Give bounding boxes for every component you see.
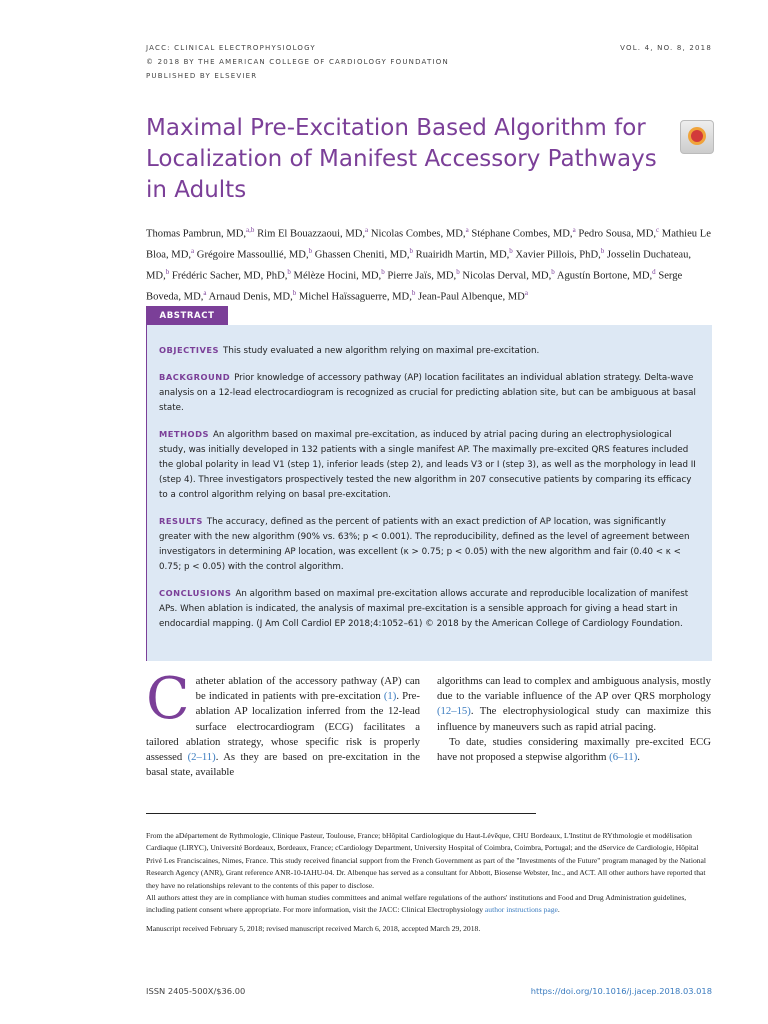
affiliation-mark: b: [287, 268, 291, 277]
affiliation-mark: b: [600, 247, 605, 256]
compliance-footnote: [146, 892, 712, 917]
abstract-section-text: Prior knowledge of accessory pathway (AP) location facilitates an individual ablation strategy. Delta-wave analysis on a 12-lead electrocardiogram is recognized as crucial for predicting ablation site, but can be ambiguous at basal state.: [159, 373, 696, 413]
affiliation-mark: b: [509, 247, 513, 256]
abstract-section: [159, 343, 698, 359]
abstract-section: [159, 586, 698, 632]
author-name: Ghassen Cheniti, MD,: [314, 249, 410, 261]
affiliation-mark: b: [308, 247, 313, 256]
author-name: Jean-Paul Albenque, MD: [418, 291, 525, 303]
body-text: algorithms can lead to complex and ambiguous analysis, mostly due to the variable influence of the AP over QRS morphology: [437, 675, 711, 703]
issn: ISSN 2405-500X/$36.00: [146, 986, 246, 996]
affiliation-mark: a: [572, 226, 576, 234]
abstract-section: [159, 514, 698, 575]
reference-link[interactable]: (2–11): [187, 751, 216, 764]
affiliation-mark: b: [409, 247, 414, 256]
article-title: Maximal Pre-Excitation Based Algorithm for Localization of Manifest Accessory Pathways in Adults: [146, 115, 657, 203]
footnote-divider: [146, 813, 536, 814]
copyright-line: © 2018 BY THE AMERICAN COLLEGE OF CARDIOLOGY FOUNDATION: [146, 58, 449, 66]
body-text: .: [637, 751, 640, 764]
reference-link[interactable]: (6–11): [609, 751, 638, 764]
volume-info: VOL. 4, NO. 8, 2018: [620, 44, 712, 52]
publisher-line: PUBLISHED BY ELSEVIER: [146, 72, 258, 80]
body-text: atheter ablation of the accessory pathway (AP) can be indicated in patients with pre-excitation: [195, 675, 420, 703]
author-name: Arnaud Denis, MD,: [208, 291, 293, 303]
body-text: . Pre-ablation AP localization inferred from the 12-lead surface electrocardiogram (ECG) facilitates a tailored ablation strategy, whose specific risk is properly assessed: [146, 690, 420, 764]
author-name: Mathieu Le Bloa, MD,: [146, 228, 711, 261]
affiliation-mark: b: [551, 268, 555, 277]
affiliations-footnote: From the aDépartement de Rythmologie, Clinique Pasteur, Toulouse, France; bHôpital Cardiologique du Haut-Lévêque, CHU Bordeaux, L'Institut de RYthmologie et modélisation Cardiaque (LIRYC), Université Bordeaux, Bordeaux, France; cCardiology Department, University Hospital of Coimbra, Coimbra, Portugal; and the dService de Cardiologie, Hôpital Privé Les Franciscaines, Nimes, France. This study received financial support from the French Government as part of the "Investments of the Future" program managed by the National Research Agency (ANR), Grant reference ANR-10-IAHU-04. Dr. Albenque has served as a consultant for Abbott, Biosense Webster, Inc., and ACT. All other authors have reported that they have no relationships relevant to the contents of this paper to disclose.: [146, 831, 707, 890]
doi-link[interactable]: https://doi.org/10.1016/j.jacep.2018.03.018: [530, 986, 712, 996]
author-name: Frédéric Sacher, MD, PhD,: [171, 270, 288, 282]
abstract-section-text: This study evaluated a new algorithm relying on maximal pre-excitation.: [223, 346, 540, 356]
abstract-section-text: An algorithm based on maximal pre-excitation allows accurate and reproducible localization of manifest APs. When ablation is indicated, the analysis of maximal pre-excitation is a sensible approach for giving a head start in endocardial mapping. (J Am Coll Cardiol EP 2018;4:1052–61) © 2018 by the American College of Cardiology Foundation.: [159, 589, 689, 629]
author-name: Grégoire Massoullié, MD,: [196, 249, 309, 261]
affiliation-mark: a: [203, 289, 207, 298]
author-name: Ruairidh Martin, MD,: [415, 249, 510, 261]
body-column-left: [146, 666, 420, 780]
affiliation-mark: a: [191, 247, 195, 256]
author-name: Agustín Bortone, MD,: [556, 270, 653, 282]
author-list: [146, 222, 716, 306]
abstract-section-label: CONCLUSIONS: [159, 588, 232, 598]
abstract-section-label: METHODS: [159, 429, 209, 439]
reference-link[interactable]: (12–15): [437, 705, 471, 718]
affiliation-mark: b: [411, 289, 416, 298]
affiliation-mark: d: [652, 268, 656, 277]
author-name: Josselin Duchateau, MD,: [146, 249, 692, 282]
author-name: Xavier Pillois, PhD,: [515, 249, 601, 261]
body-column-right: [437, 674, 711, 765]
abstract-section-label: BACKGROUND: [159, 372, 231, 382]
author-name: Michel Haïssaguerre, MD,: [298, 291, 412, 303]
author-name: Pierre Jaïs, MD,: [387, 270, 457, 282]
body-text: . As they are based on pre-excitation in the basal state, available: [146, 751, 420, 779]
compliance-text: All authors attest they are in compliance with human studies committees and animal welfare regulations of the authors' institutions and Food and Drug Administration guidelines, including patient consent where appropriate. For more information, visit the JACC: Clinical Electrophysiology: [146, 893, 687, 915]
affiliation-mark: b: [165, 268, 170, 277]
affiliation-mark: b: [456, 268, 460, 277]
affiliation-mark: a: [524, 289, 528, 298]
crossmark-icon[interactable]: [680, 120, 714, 154]
affiliation-mark: a,b: [246, 226, 255, 234]
reference-link[interactable]: (1): [383, 690, 397, 703]
abstract-section-text: The accuracy, defined as the percent of patients with an exact prediction of AP location, was significantly greater with the new algorithm (90% vs. 63%; p < 0.001). The reproducibility, defined as the level of agreement between investigators in determining AP location, was excellent (κ > 0.75; p < 0.05) with the new algorithm and fair (0.40 < κ < 0.75; p < 0.05) with the control algorithm.: [159, 517, 690, 572]
abstract-section: [159, 370, 698, 416]
abstract-box: [146, 325, 712, 661]
author-name: Thomas Pambrun, MD,: [146, 228, 247, 240]
affiliation-mark: a: [465, 226, 469, 234]
body-text: To date, studies considering maximally pre-excited ECG have not proposed a stepwise algorithm: [437, 735, 711, 764]
journal-name: JACC: CLINICAL ELECTROPHYSIOLOGY: [146, 44, 316, 52]
author-name: Nicolas Combes, MD,: [370, 228, 466, 240]
abstract-section-label: OBJECTIVES: [159, 345, 220, 355]
affiliation-mark: b: [381, 268, 385, 277]
author-name: Pedro Sousa, MD,: [578, 228, 657, 240]
affiliation-mark: a: [365, 226, 369, 234]
author-name: Mélèze Hocini, MD,: [293, 270, 382, 282]
received-footnote: Manuscript received February 5, 2018; revised manuscript received March 6, 2018, accepted March 29, 2018.: [146, 923, 481, 933]
author-name: Nicolas Derval, MD,: [462, 270, 552, 282]
affiliation-mark: c: [656, 226, 660, 234]
drop-cap: C: [146, 666, 190, 732]
abstract-section: [159, 427, 698, 503]
author-name: Stéphane Combes, MD,: [471, 228, 573, 240]
body-text: . The electrophysiological study can maximize this influence by maneuvers such as rapid atrial pacing.: [437, 705, 711, 733]
abstract-section-text: An algorithm based on maximal pre-excitation, as induced by atrial pacing during an electrophysiological study, was initially developed in 132 patients with a single manifest AP. The maximally pre-excited QRS features included the global polarity in lead V1 (step 1), inferior leads (step 2), and leads V3 or I (step 3), as well as the morphology in lead II (step 4). Three investigators prospectively tested the new algorithm in 207 consecutive patients by comparing its efficacy to a control algorithm relying on basal pre-excitation.: [159, 430, 696, 500]
author-name: Serge Boveda, MD,: [146, 270, 683, 303]
affiliation-mark: b: [292, 289, 297, 298]
footnotes: [146, 830, 712, 935]
abstract-tab: ABSTRACT: [146, 306, 228, 326]
abstract-section-label: RESULTS: [159, 516, 203, 526]
compliance-end: .: [557, 905, 560, 915]
author-name: Rim El Bouazzaoui, MD,: [257, 228, 366, 240]
author-instructions-link[interactable]: author instructions page: [484, 905, 558, 915]
